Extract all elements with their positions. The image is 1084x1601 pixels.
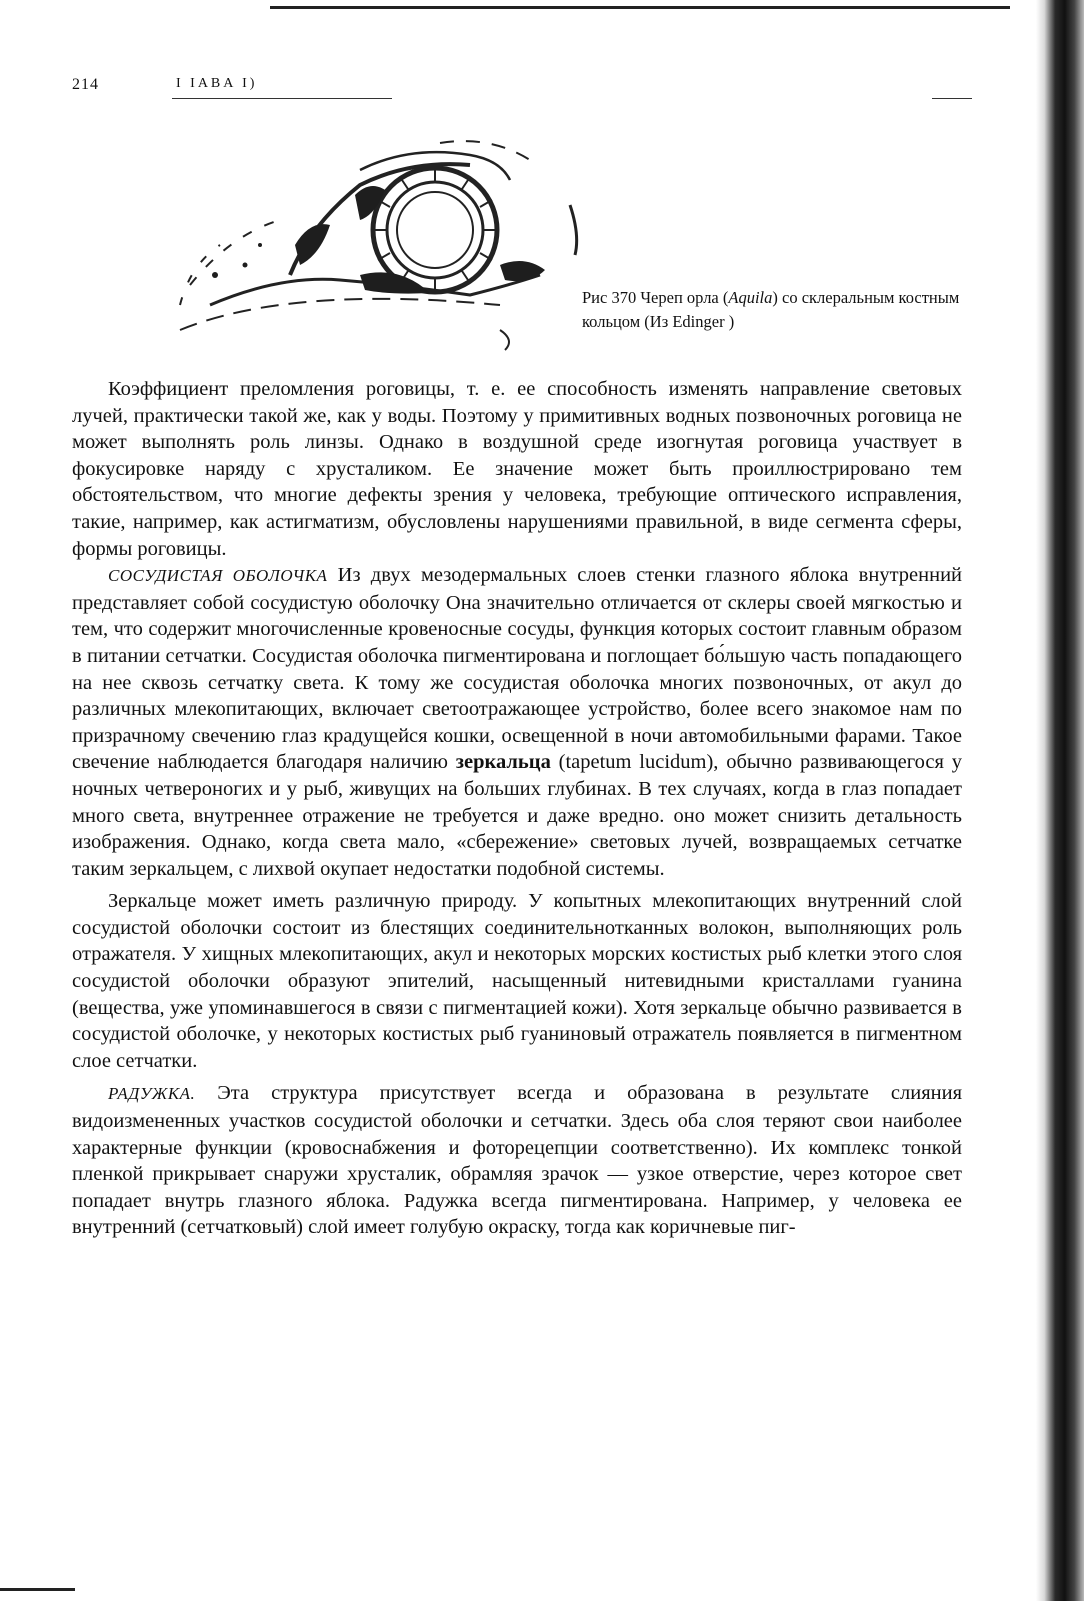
eagle-skull-figure [170, 125, 590, 355]
paragraph-text: Эта структура присутствует всегда и образована в результате слияния видоизмененных участков сосудистой оболочки и сетчатки. Здесь оба слоя теряют свои наиболее характерные функции (кровоснабжения и фоторецепции соответственно). Их комплекс тонкой пленкой прикрывает снаружи хрусталик, обрамляя зрачок — узкое отверстие, через которое свет попадает внутрь глазного яблока. Радужка всегда пигментирована. Например, у человека ее внутренний (сетчатковый) слой имеет голубую окраску, тогда как коричневые пиг- [72, 1082, 962, 1239]
paragraph-tapetum [72, 888, 962, 1074]
header-rule [172, 98, 392, 99]
scan-binding-shadow [1020, 0, 1084, 1601]
paragraph-choroid [72, 562, 962, 882]
paragraph-text: (tapetum lucidum), обычно развивающегося у ночных четвероногих и у рыб, живущих на больших глубинах. В тех случаях, когда в глаз попадает много света, внутреннее отражение не требуется и даже вредно. оно может снизить детальность изображения. Однако, когда света мало, «сбережение» световых лучей, возвращаемых сетчатке таким зеркальцем, с лихвой окупает недостатки подобной системы. [72, 751, 962, 880]
page-number: 214 [72, 76, 99, 93]
paragraph-iris [72, 1080, 962, 1241]
header-rule-right [932, 98, 972, 99]
caption-suffix: ) со склеральным костным кольцом (Из Edinger ) [582, 288, 960, 331]
section-heading-iris: РАДУЖКА. [108, 1084, 196, 1104]
section-heading-choroid: СОСУДИСТАЯ ОБОЛОЧКА [108, 566, 328, 586]
body-text [72, 376, 962, 1241]
running-head: I IABA I) [176, 76, 258, 91]
bold-term-tapetum: зеркальца [455, 751, 551, 774]
paragraph-text: Коэффициент преломления роговицы, т. е. ее способность изменять направление световых лучей, практически такой же, как у воды. Поэтому у примитивных водных позвоночных роговица не может выполнять роль линзы. Однако в воздушной среде изогнутая роговица участвует в фокусировке наряду с хрусталиком. Ее значение может быть проиллюстрировано тем обстоятельством, что многие дефекты зрения у человека, требующие оптического исправления, такие, например, как астигматизм, обусловлены нарушениями правильной, в виде сегмента сферы, формы роговицы. [72, 378, 962, 560]
scan-top-rule [270, 6, 1010, 9]
paragraph-text: Зеркальце может иметь различную природу. У копытных млекопитающих внутренний слой сосудистой оболочки состоит из блестящих соединительнотканных волокон, выполняющих роль отражателя. У хищных млекопитающих, акул и некоторых морских костистых рыб клетки этого слоя сосудистой оболочки образуют эпителий, насыщенный нитевидными кристаллами гуанина (вещества, уже упоминавшегося в связи с пигментацией кожи). Хотя зеркальце обычно развивается в сосудистой оболочке, у некоторых костистых рыб гуаниновый отражатель появляется в пигментном слое сетчатки. [72, 890, 962, 1072]
scan-bottom-rule [0, 1588, 75, 1591]
paragraph-text: Из двух мезодермальных слоев стенки глазного яблока внутренний представляет собой сосудистую оболочку Она значительно отличается от склеры своей мягкостью и тем, что содержит многочисленные кровеносные сосуды, функция которых состоит главным образом в питании сетчатки. Сосудистая оболочка пигментирована и поглощает бо́льшую часть попадающего на нее сквозь сетчатку света. К тому же сосудистая оболочка многих позвоночных, от акул до различных млекопитающих, включает светоотражающее устройство, более всего знакомое нам по призрачному свечению глаз крадущейся кошки, освещенной в ночи автомобильными фарами. Такое свечение наблюдается благодаря наличию [72, 564, 963, 774]
eagle-skull-illustration [170, 125, 590, 355]
paragraph-cornea [72, 376, 962, 562]
figure-caption [582, 286, 972, 334]
page-header [72, 76, 972, 100]
caption-latin-name: Aquila [728, 288, 773, 307]
caption-prefix: Рис 370 Череп орла ( [582, 288, 729, 307]
